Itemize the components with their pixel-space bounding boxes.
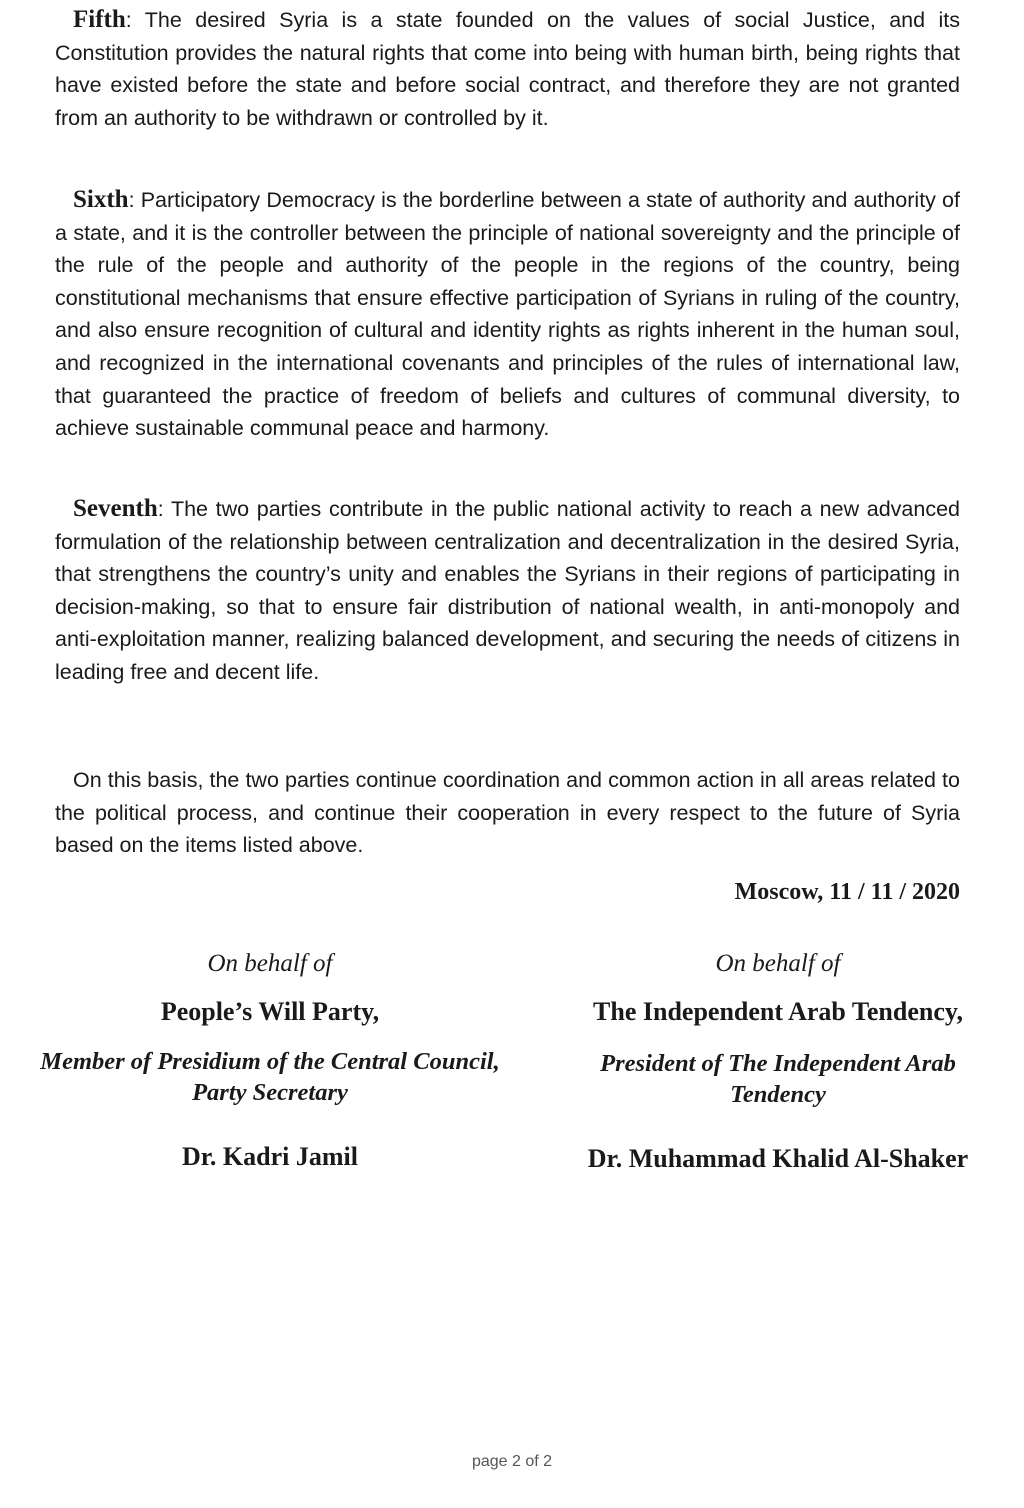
signatory-name: Dr. Muhammad Khalid Al-Shaker: [587, 1144, 969, 1173]
paragraph-fifth: [55, 4, 960, 134]
signatory-role: [12, 1046, 528, 1110]
page-number: page 2 of 2: [471, 1453, 553, 1470]
paragraph-sixth: [55, 184, 960, 445]
paragraph-closing: On this basis, the two parties continue coordination and common action in all areas related to the political process, and continue their cooperation in every respect to the future of Syria based on the items listed above.: [55, 768, 960, 858]
signatory-name: Dr. Kadri Jamil: [182, 1142, 358, 1171]
paragraph-sixth-body: : Participatory Democracy is the borderline between a state of authority and authority of a state, and it is the controller between the principle of national sovereignty and the principle of the rule of the people and authority of the people in the regions of the country, being constitutional mechanisms that ensure effective participation of Syrians in ruling of the country, and also ensure recognition of cultural and identity rights as rights inherent in the human soul, and recognized in the international covenants and principles of the rules of international law, that guaranteed the practice of freedom of beliefs and cultures of communal diversity, to achieve sustainable communal peace and harmony.: [55, 188, 960, 441]
party-name: People’s Will Party,: [160, 997, 380, 1026]
on-behalf-label: On behalf of: [207, 950, 333, 977]
on-behalf-label: On behalf of: [715, 950, 841, 977]
signature-block-right: [560, 944, 996, 1179]
paragraph-seventh-body: : The two parties contribute in the public national activity to reach a new advanced formulation of the relationship between centralization and decentralization in the desired Syria, that strengthens the country’s unity and enables the Syrians in their regions of participating in decision-making, so that to ensure fair distribution of national wealth, in anti-monopoly and anti-exploitation manner, realizing balanced development, and securing the needs of citizens in leading free and decent life.: [55, 497, 960, 684]
signature-block-left: [12, 944, 528, 1177]
signatory-role-line-2: Tendency: [730, 1081, 826, 1108]
party-name: The Independent Arab Tendency,: [593, 997, 963, 1026]
signatory-role-line-1: President of The Independent Arab: [600, 1050, 956, 1077]
paragraph-fifth-body: : The desired Syria is a state founded on the values of social Justice, and its Constitution provides the natural rights that come into being with human birth, being rights that have existed before the state and before social contract, and therefore they are not granted from an authority to be withdrawn or controlled by it.: [55, 8, 960, 130]
paragraph-fifth-lead: Fifth: [73, 6, 126, 33]
signatory-role-line-2: Party Secretary: [192, 1079, 348, 1106]
signatory-role: [560, 1048, 996, 1112]
paragraph-seventh-lead: Seventh: [73, 495, 158, 522]
paragraph-sixth-lead: Sixth: [73, 186, 129, 213]
signatory-role-line-1: Member of Presidium of the Central Council,: [40, 1048, 500, 1075]
document-date: Moscow, 11 / 11 / 2020: [734, 879, 960, 905]
paragraph-seventh: [55, 493, 960, 689]
